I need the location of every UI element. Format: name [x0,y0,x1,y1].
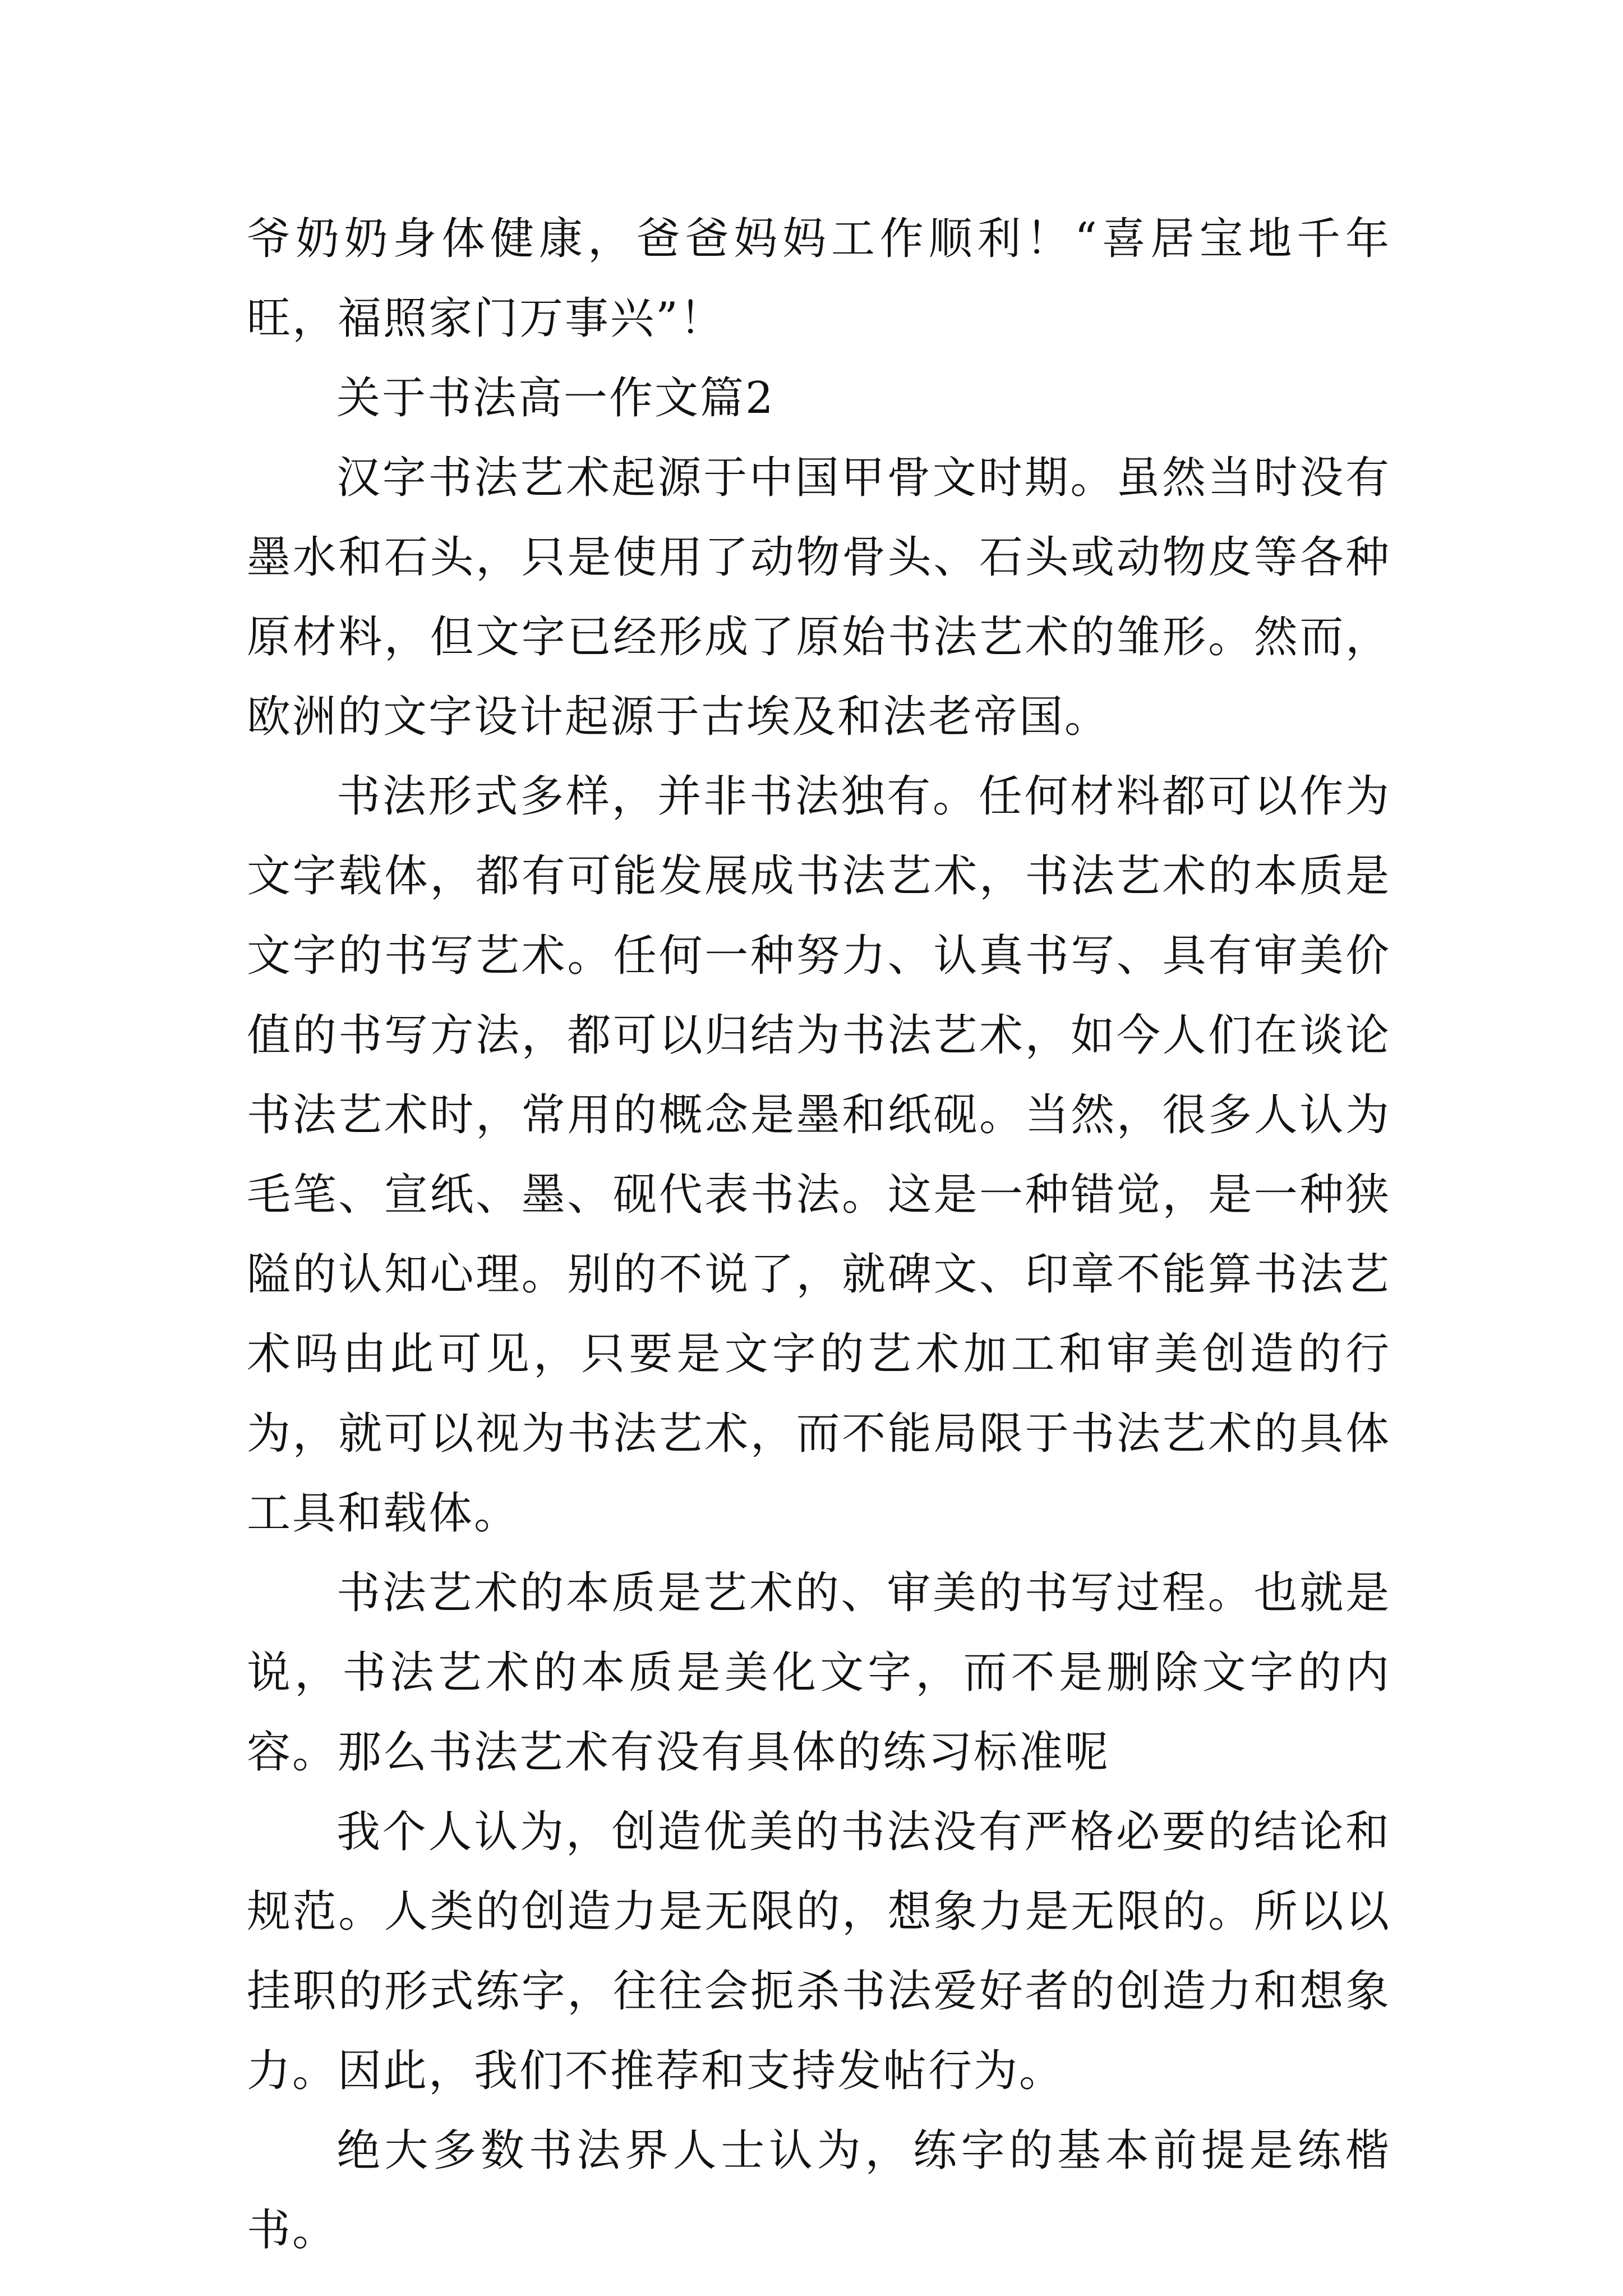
paragraph-intro-continuation: 爷奶奶身体健康，爸爸妈妈工作顺利！“喜居宝地千年旺，福照家门万事兴”！ [247,214,1391,344]
body-text [247,199,1391,2270]
paragraph-essence: 书法艺术的本质是艺术的、审美的书写过程。也就是说，书法艺术的本质是美化文字，而不是删除文字的内容。那么书法艺术有没有具体的练习标准呢 [247,1568,1391,1778]
essay-heading: 关于书法高一作文篇2 [336,373,775,424]
paragraph-opinion: 我个人认为，创造优美的书法没有严格必要的结论和规范。人类的创造力是无限的，想象力是无限的。所以以挂职的形式练字，往往会扼杀书法爱好者的创造力和想象力。因此，我们不推荐和支持发帖行为。 [247,1807,1391,2096]
paragraph-origin: 汉字书法艺术起源于中国甲骨文时期。虽然当时没有墨水和石头，只是使用了动物骨头、石头或动物皮等各种原材料，但文字已经形成了原始书法艺术的雏形。然而，欧洲的文字设计起源于古埃及和法老帝国。 [247,453,1391,742]
paragraph-forms: 书法形式多样，并非书法独有。任何材料都可以作为文字载体，都有可能发展成书法艺术，书法艺术的本质是文字的书写艺术。任何一种努力、认真书写、具有审美价值的书写方法，都可以归结为书法艺术，如今人们在谈论书法艺术时，常用的概念是墨和纸砚。当然，很多人认为毛笔、宣纸、墨、砚代表书法。这是一种错觉，是一种狭隘的认知心理。别的不说了，就碑文、印章不能算书法艺术吗由此可见，只要是文字的艺术加工和审美创造的行为，就可以视为书法艺术，而不能局限于书法艺术的具体工具和载体。 [247,771,1391,1539]
paragraph-kaishu: 绝大多数书法界人士认为，练字的基本前提是练楷书。 [247,2125,1391,2256]
